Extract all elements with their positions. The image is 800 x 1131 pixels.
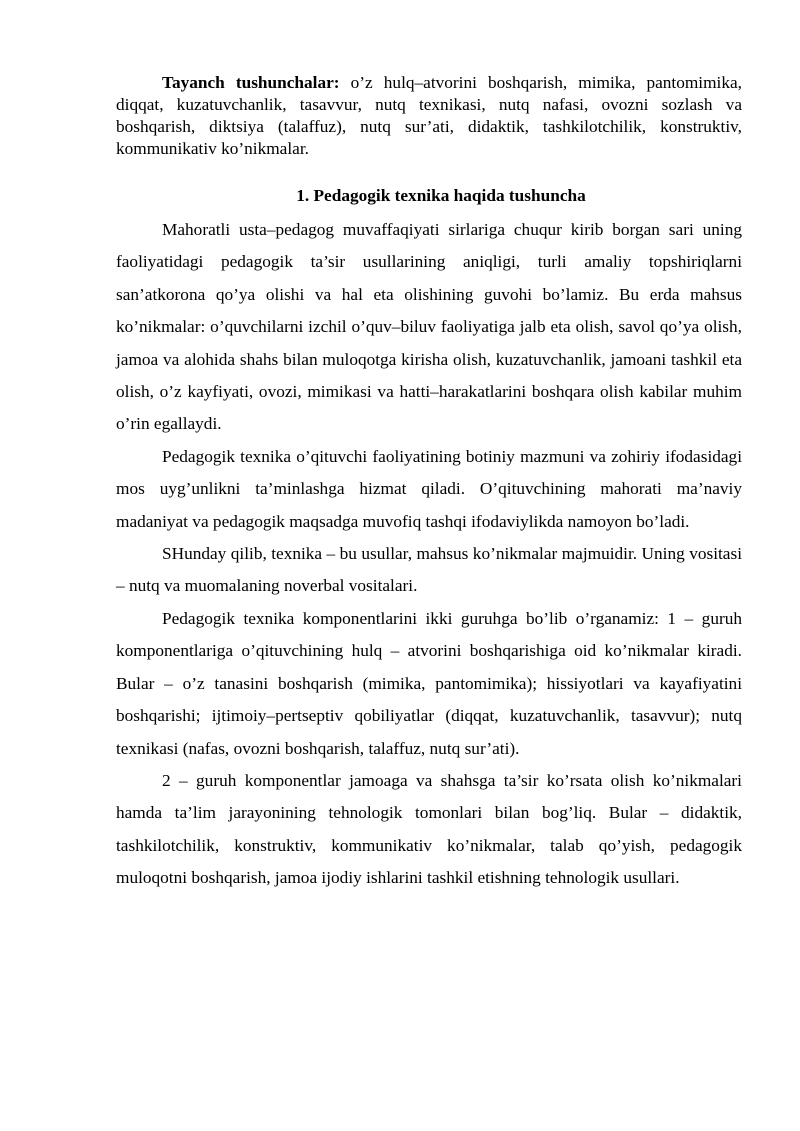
paragraph-2: Pedagogik texnika o’qituvchi faoliyatining botiniy mazmuni va zohiriy ifodasidagi mos uyg’unlikni ta’minlashga hizmat qiladi. O’qituvchining mahorati ma’naviy madaniyat va pedagogik maqsadga muvofiq tashqi ifodaviylikda namoyon bo’ladi.	[116, 446, 742, 531]
keywords-label: Tayanch tushunchalar:	[162, 73, 340, 92]
keywords-paragraph	[116, 72, 742, 160]
section-title: 1. Pedagogik texnika haqida tushuncha	[296, 186, 586, 205]
paragraph-1: Mahoratli usta–pedagog muvaffaqiyati sirlariga chuqur kirib borgan sari uning faoliyatidagi pedagogik ta’sir usullarining aniqligi, turli amaliy topshiriqlarni san’atkorona qo’ya olishi va hal eta olishining guvohi bo’lamiz. Bu erda mahsus ko’nikmalar: o’quvchilarni izchil o’quv–biluv faoliyatiga jalb eta olish, savol qo’ya olish, jamoa va alohida shahs bilan muloqotga kirisha olish, kuzatuvchanlik, jamoani tashkil eta olish, o’z kayfiyati, ovozi, mimikasi va hatti–harakatlarini boshqara olish kabilar muhim o’rin egallaydi.	[116, 220, 742, 434]
keywords-text: o’z hulq–atvorini boshqarish, mimika, pantomimika, diqqat, kuzatuvchanlik, tasavvur, nutq texnikasi, nutq nafasi, ovozni sozlash va boshqarish, diktsiya (talaffuz), nutq sur’ati, didaktik, tashkilotchilik, konstruktiv, kommunikativ ko’nikmalar.	[116, 73, 742, 158]
paragraph-3: SHunday qilib, texnika – bu usullar, mahsus ko’nikmalar majmuidir. Uning vositasi – nutq va muomalaning noverbal vositalari.	[116, 544, 742, 596]
paragraph-5: 2 – guruh komponentlar jamoaga va shahsga ta’sir ko’rsata olish ko’nikmalari hamda ta’lim jarayonining tehnologik tomonlari bilan bog’liq. Bular – didaktik, tashkilotchilik, konstruktiv, kommunikativ ko’nikmalar, talab qo’yish, pedagogik muloqotni boshqarish, jamoa ijodiy ishlarini tashkil etishning tehnologik usullari.	[116, 770, 742, 888]
document-body	[116, 72, 742, 895]
paragraph-4: Pedagogik texnika komponentlarini ikki guruhga bo’lib o’rganamiz: 1 – guruh komponentlariga o’qituvchining hulq – atvorini boshqarishiga oid ko’nikmalar kiradi. Bular – o’z tanasini boshqarish (mimika, pantomimika); hissiyotlari va kayafiyatini boshqarishi; ijtimoiy–pertseptiv qobiliyatlar (diqqat, kuzatuvchanlik, tasavvur); nutq texnikasi (nafas, ovozni boshqarish, talaffuz, nutq sur’ati).	[116, 608, 742, 758]
